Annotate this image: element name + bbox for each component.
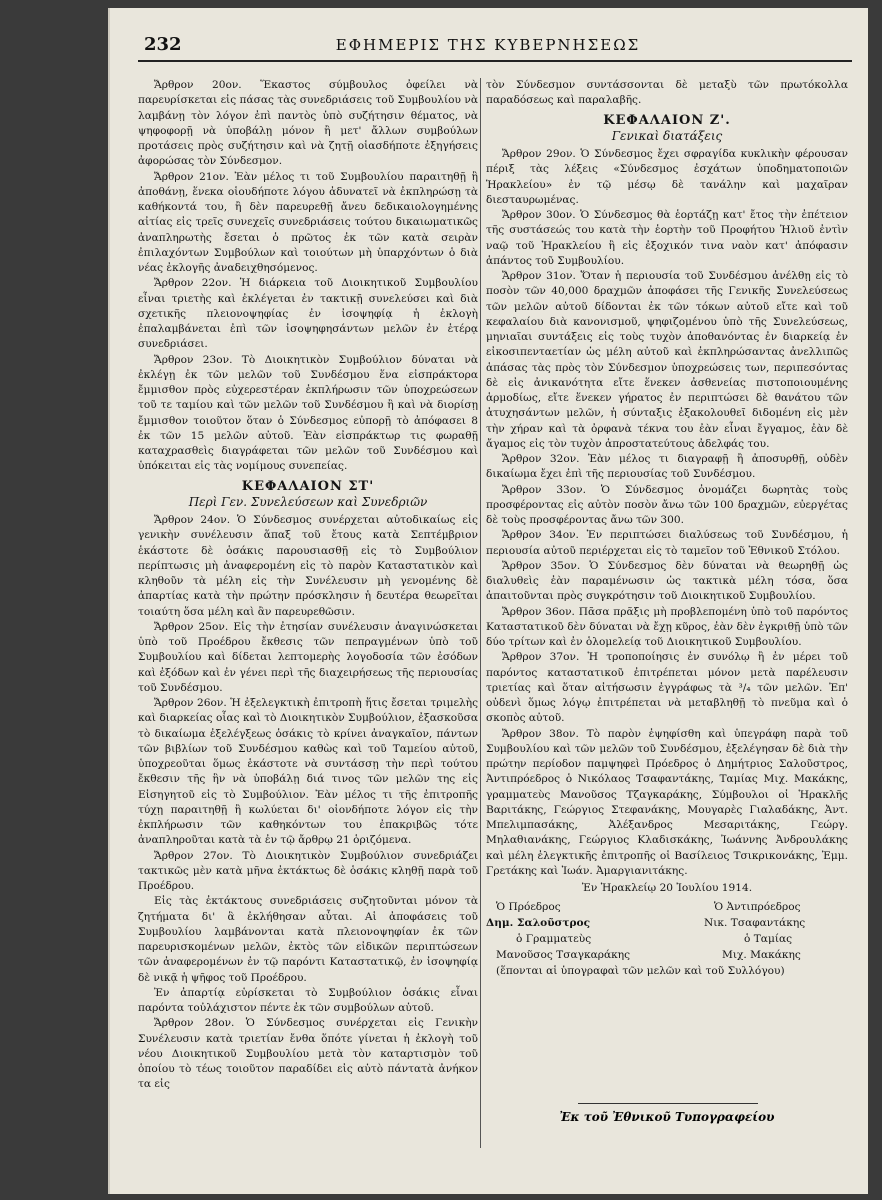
treasurer-name: Μιχ. Μακάκης — [722, 949, 801, 962]
article-24: Ἄρθρον 24ον. Ὁ Σύνδεσμος συνέρχεται αὐτοδικαίως εἰς γενικὴν συνέλευσιν ἅπαξ τοῦ ἔτους κατὰ Σεπτέμβριον ἑκάστοτε δὲ ὁσάκις παρουσιασθῇ εἰς τὸ Συμβούλιον περίπτωσις μὴ ἀναφερομένη εἰς τὸ παρὸν Καταστατικὸν καὶ κληθοῦν τὰ μέλη εἰς τὴν Συνέλευσιν μὴ γενομένης δὲ ἀπαρτίας κατὰ τὴν πρώτην πρόσκλησιν ἡ δευτέρα θεωρεῖται τοιαύτη ὅσα μέλη καὶ ἂν παρευρεθῶσιν. — [138, 514, 478, 618]
article-25: Ἄρθρον 25ον. Εἰς τὴν ἐτησίαν συνέλευσιν ἀναγινώσκεται ὑπὸ τοῦ Προέδρου ἔκθεσις τῶν πεπραγμένων ὑπὸ τοῦ Συμβουλίου καὶ δίδεται λεπτομερὴς λογοδοσία τῶν ἐσόδων καὶ ἐξόδων καὶ ἐν γένει περὶ τῆς διαχειρήσεως τῆς περιουσίας τοῦ Συνδέσμου. — [138, 620, 478, 694]
place-date: Ἐν Ἡρακλείῳ 20 Ἰουλίου 1914. — [581, 882, 753, 894]
chapter-7-heading: ΚΕΦΑΛΑΙΟΝ Ζ'. — [603, 112, 731, 128]
article-33: Ἄρθρον 33ον. Ὁ Σύνδεσμος ὀνομάζει δωρητὰς τοὺς προσφέροντας εἰς αὐτὸν ποσὸν ἄνω τῶν 100 δραχμῶν, εὐεργέτας δὲ τοὺς προσφέροντας ἄνω τῶν 300. — [486, 483, 848, 526]
vice-president-name: Νικ. Τσαφαντάκης — [704, 917, 806, 930]
printer-imprint: Ἐκ τοῦ Ἐθνικοῦ Τυπογραφείου — [559, 1110, 775, 1124]
chapter-6-heading: ΚΕΦΑΛΑΙΟΝ ΣΤ' — [241, 478, 375, 494]
president-title: Ὁ Πρόεδρος — [496, 901, 561, 914]
article-31: Ἄρθρον 31ον. Ὅταν ἡ περιουσία τοῦ Συνδέσμου ἀνέλθῃ εἰς τὸ ποσὸν τῶν 40,000 δραχμῶν ἀποφάσει τῆς Γενικῆς Συνελεύσεως τῶν μελῶν αὐτοῦ δίδονται ἐκ τῶν τόκων αὐτοῦ εἴτε καὶ τοῦ κεφαλαίου διὰ κανονισμοῦ, ψηφιζομένου ὑπὸ τῆς Συνελεύσεως, μηνιαῖαι συντάξεις εἰς τοὺς τυχὸν ἀποθανόντας ἐν διαρκείᾳ ἐν εἰκοσιπενταετίαν ὡς μέλη αὐτοῦ καὶ ἐκπληρώσαντας ἀνελλιπῶς ἁπάσας τὰς πρὸς τὸν Σύνδεσμον ὑποχρεώσεις των, περιπεσόντας δὲ εἰς ἀνικανότητα εἴτε ἕνεκεν ἀσθενείας πιστοποιουμένης ἁρμοδίως, εἴτε ἕνεκεν γήρατος ἐν περιπτώσει δὲ θανάτου τῶν ἀτυχησάντων μελῶν, ἡ σύνταξις ἐξακολουθεῖ διδομένη εἰς μὲν τὴν χήραν καὶ τὰ ὀρφανὰ τέκνα του ἐὰν εἶναι ἔγγαμος, ἐὰν δὲ ἄγαμος εἰς τὸν τυχὸν ἀπροστατεύτους ἀδελφάς του. — [486, 270, 848, 450]
chapter-6-title: Περὶ Γεν. Συνελεύσεων καὶ Συνεδριῶν — [188, 494, 428, 509]
article-34: Ἄρθρον 34ον. Ἐν περιπτώσει διαλύσεως τοῦ Συνδέσμου, ἡ περιουσία αὐτοῦ περιέρχεται εἰς τὸ ταμεῖον τοῦ Ἐθνικοῦ Στόλου. — [486, 529, 848, 557]
article-27: Ἄρθρον 27ον. Τὸ Διοικητικὸν Συμβούλιον συνεδριάζει τακτικῶς μὲν κατὰ μῆνα ἐκτάκτως δὲ ὁσάκις κληθῇ παρὰ τοῦ Προέδρου. — [138, 849, 478, 892]
header-rule — [138, 60, 852, 62]
president-name: Δημ. Σαλοῦστρος — [486, 917, 591, 930]
page-header — [108, 34, 868, 56]
vice-president-title: Ὁ Ἀντιπρόεδρος — [714, 901, 801, 914]
secretary-name: Μανοῦσος Τσαγκαράκης — [496, 949, 631, 962]
article-30: Ἄρθρον 30ον. Ὁ Σύνδεσμος θὰ ἑορτάζῃ κατ' ἔτος τὴν ἐπέτειον τῆς συστάσεώς του κατὰ τὴν ἑορτὴν τοῦ Προφήτου Ἠλιοῦ ἐντὶν ναῷ τοῦ Ἡρακλείου ἢ εἰς ἐξοχικόν τινα ναὸν κατ' ἀπόφασιν ἁπάντος τοῦ Συμβουλίου. — [486, 209, 848, 267]
article-23: Ἄρθρον 23ον. Τὸ Διοικητικὸν Συμβούλιον δύναται νὰ ἐκλέγῃ ἐκ τῶν μελῶν τοῦ Συνδέσμου ἕνα εἰσπράκτορα ἔμμισθον πρὸς εὐχερεστέραν ἐκπλήρωσιν τῶν ὑποχρεώσεων τοῦ τε ταμίου καὶ τῶν μελῶν τοῦ Συνδέσμου ἢ καὶ νὰ διορίσῃ ἔμμισθον τοιοῦτον ὅταν ὁ Σύνδεσμος εὐπορῇ τὸ ἀπόφασει 8 ἐκ τῶν 15 μελῶν αὐτοῦ. Ἐὰν εἰσπράκτωρ τις φωραθῇ καταχρασθεὶς διαγράφεται τῶν μελῶν τοῦ Συνδέσμου καὶ ὑπόκειται εἰς τὰς νομίμους συνεπείας. — [138, 353, 478, 473]
running-title: ΕΦΗΜΕΡΙΣ ΤΗΣ ΚΥΒΕΡΝΗΣΕΩΣ — [335, 36, 641, 54]
article-38: Ἄρθρον 38ον. Τὸ παρὸν ἐψηφίσθη καὶ ὑπεγράφη παρὰ τοῦ Συμβουλίου καὶ τῶν μελῶν τοῦ Συνδέσμου, ἐξελέγησαν δὲ διὰ τὴν πρώτην περίοδον παμψηφεὶ Πρόεδρος ὁ Δημήτριος Σαλοῦστρος, Ἀντιπρόεδρος ὁ Νικόλαος Τσαφαντάκης, Ταμίας Μιχ. Μακάκης, γραμματεὺς Μανοῦσος Τζαγκαράκης, Σύμβουλοι οἱ Ἡρακλῆς Βαριτάκης, Γεώργιος Στεφανάκης, Μουγαρὲς Γιαλαδάκης, Ἀντ. Μπελιμπασάκης, Ἀλέξανδρος Μεσαριτάκης, Γεώργ. Μηλαθιανάκης, Γεώργιος Κλαδισκάκης, Ἰωάννης Ἀνδρουλάκης καὶ μέλη ἐλεγκτικῆς ἐπιτροπῆς οἱ Βασίλειος Τσικρικονάκης, Ἐμμ. Γρετάκης καὶ Ἰωάν. Ἀμαργιανιτάκης. — [486, 727, 848, 877]
article-36: Ἄρθρον 36ον. Πᾶσα πρᾶξις μὴ προβλεπομένη ὑπὸ τοῦ παρόντος Καταστατικοῦ δὲν δύναται νὰ ἔχῃ κῦρος, ἐὰν δὲν ἐγκριθῇ ὑπὸ τῶν δύο τρίτων καὶ ἐν ὁλομελείᾳ τοῦ Διοικητικοῦ Συμβουλίου. — [486, 605, 848, 648]
article-27-para-3: Ἐν ἀπαρτίᾳ εὑρίσκεται τὸ Συμβούλιον ὁσάκις εἶναι παρόντα τοὐλάχιστον πέντε ἐκ τῶν συμβούλων αὐτοῦ. — [138, 986, 478, 1014]
chapter-7-title: Γενικαὶ διατάξεις — [611, 128, 723, 143]
article-20: Ἄρθρον 20ον. Ἕκαστος σύμβουλος ὀφείλει νὰ παρευρίσκεται εἰς πάσας τὰς συνεδριάσεις τοῦ Συμβουλίου νὰ λαμβάνῃ τὸν λόγον ἐπὶ παντὸς ὑπὸ συζήτησιν θέματος, νὰ ψηφοφορῇ νὰ ὑποβάλῃ μόνον ἢ μετ' ἄλλων συμβούλων προτάσεις πρὸς συζήτησιν καὶ νὰ ζητῇ οἱασδήποτε ἐξηγήσεις ἀφορώσας τὸν Σύνδεσμον. — [138, 79, 478, 168]
left-column — [138, 78, 478, 1148]
article-27-para-2: Εἰς τὰς ἐκτάκτους συνεδριάσεις συζητοῦνται μόνον τὰ ζητήματα δι' ἃ ἐκλήθησαν αὗται. Αἱ ἀποφάσεις τοῦ Συμβουλίου λαμβάνονται κατὰ πλειονοψηφίαν ἐκ τῶν παρευρισκομένων μελῶν, ἐκτὸς τῶν εἰδικῶν περιπτώσεων τῶν ἀναφερομένων ἐν τῷ παρόντι Καταστατικῷ, ἐν ἰσοψηφίᾳ δὲ νικᾷ ἡ ψῆφος τοῦ Προέδρου. — [138, 895, 478, 984]
article-28: Ἄρθρον 28ον. Ὁ Σύνδεσμος συνέρχεται εἰς Γενικὴν Συνέλευσιν κατὰ τριετίαν ἔνθα ὅπότε γίνεται ἡ ἐκλογὴ τοῦ νέου Διοικητικοῦ Συμβουλίου μετὰ τὸν καταρτισμὸν τοῦ ὁποίου τὸ τέως τοιοῦτον παραδίδει εἰς αὐτὸ πάντατὰ ἀνήκον τα εἰς — [138, 1017, 478, 1091]
page-number: 232 — [144, 34, 182, 55]
printer-rule — [578, 1103, 758, 1104]
article-22: Ἄρθρον 22ον. Ἡ διάρκεια τοῦ Διοικητικοῦ Συμβουλίου εἶναι τριετὴς καὶ ἐκλέγεται ἐν τακτικῇ συνελεύσει καὶ διὰ σχετικῆς πλειονοψηφίας ἐν ἰσοψηφίᾳ ἡ ἐκλογὴ ἐπαλαμβάνεται ἐπὶ τῶν ἰσοψηφησάντων μελῶν ἐν ἑτέρᾳ συνεδριάσει. — [138, 277, 478, 351]
signatures-note: (ἕπονται αἱ ὑπογραφαὶ τῶν μελῶν καὶ τοῦ Συλλόγου) — [496, 965, 785, 978]
article-32: Ἄρθρον 32ον. Ἐὰν μέλος τι διαγραφῇ ἢ ἀποσυρθῇ, οὐδὲν δικαίωμα ἔχει ἐπὶ τῆς περιουσίας τοῦ Συνδέσμου. — [486, 453, 848, 481]
article-29: Ἄρθρον 29ον. Ὁ Σύνδεσμος ἔχει σφραγίδα κυκλικὴν φέρουσαν πέριξ τὰς λέξεις «Σύνδεσμος ἐσχάτων ὑποδηματοποιῶν Ἡρακλείου» ἐν τῷ μέσῳ δὲ τανάλην καὶ μαχαῖραν διεσταυρωμένας. — [486, 148, 848, 206]
signature-block — [486, 900, 848, 996]
article-21: Ἄρθρον 21ον. Ἐὰν μέλος τι τοῦ Συμβουλίου παραιτηθῇ ἢ ἀποθάνῃ, ἕνεκα οἱουδήποτε λόγου ἀδυνατεῖ νὰ ἐκπληρώσῃ τὰ καθήκοντά του, ἢ δὲν παρευρεθῇ ἄνευ δεδικαιολογημένης αἰτίας εἰς τρεῖς συνεχεῖς συνεδριάσεις τούτου δικαιωματικῶς ἀναπληρωτὴς ἔσεται ὁ πρῶτος ἐκ τῶν κατὰ σειρὰν ἐπιλαχόντων Συμβούλων καὶ τοιούτων μὴ ὑπαρχόντων ὁ διὰ νέας ἐκλογῆς ἀναδειχθησόμενος. — [138, 170, 478, 274]
treasurer-title: ὁ Ταμίας — [744, 933, 793, 946]
column-divider — [480, 78, 481, 1148]
right-column — [486, 78, 848, 978]
secretary-title: ὁ Γραμματεὺς — [516, 933, 592, 946]
article-37: Ἄρθρον 37ον. Ἡ τροποποίησις ἐν συνόλῳ ἢ ἐν μέρει τοῦ παρόντος καταστατικοῦ ἐπιτρέπεται μόνον μετὰ παρέλευσιν τριετίας καὶ ὅταν αἰτήσωσιν ἐγγράφως τὰ ³/₄ τῶν μελῶν. Ἐπ' οὐδενὶ ὅμως λόγῳ ἐπιτρέπεται νὰ μεταβληθῇ τὸ πνεῦμα καὶ ὁ σκοπὸς αὐτοῦ. — [486, 651, 848, 725]
article-35: Ἄρθρον 35ον. Ὁ Σύνδεσμος δὲν δύναται νὰ θεωρηθῇ ὡς διαλυθεὶς ἐὰν παραμένωσιν ὡς τακτικὰ μέλη τόσα, ὅσα ἀπαιτοῦνται πρὸς συγκρότησιν τοῦ Διοικητικοῦ Συμβουλίου. — [486, 559, 848, 603]
gazette-page — [108, 8, 868, 1194]
article-28-continued: τὸν Σύνδεσμον συντάσσονται δὲ μεταξὺ τῶν πρωτόκολλα παραδόσεως καὶ παραλαβῆς. — [486, 79, 848, 107]
article-26: Ἄρθρον 26ον. Ἡ ἐξελεγκτικὴ ἐπιτροπὴ ἥτις ἔσεται τριμελὴς καὶ διαρκείας οἷας καὶ τὸ Διοικητικὸν Συμβούλιον, ἐξασκοῦσα τὸ δικαίωμα ἐξελέγξεως ὁσάκις τὸ κρίνει ἀναγκαῖον, πάντων τῶν βιβλίων τοῦ Συνδέσμου καθὼς καὶ τοῦ Ταμείου αὐτοῦ, ὑποχρεοῦται ὅμως ἑκάστοτε νὰ συντάσσῃ τὴν περὶ τούτου ἔκθεσιν τῆς ἣν νὰ ὑποβάλῃ διά τινος τῶν μελῶν της εἰς Εἰσηγητοῦ εἰς τὸ Συμβούλιον. Ἐὰν μέλος τι τῆς ἐπιτροπῆς τύχῃ παραιτηθῇ ἢ κωλύεται δι' οἱονδήποτε λόγον εἰς τὴν ἐκπλήρωσιν τῶν καθηκόντων του ἐπακριβῶς τότε ἀναπληροῦται κατὰ τὰ ἐν τῷ ἄρθρῳ 21 ὁριζόμενα. — [138, 697, 478, 847]
